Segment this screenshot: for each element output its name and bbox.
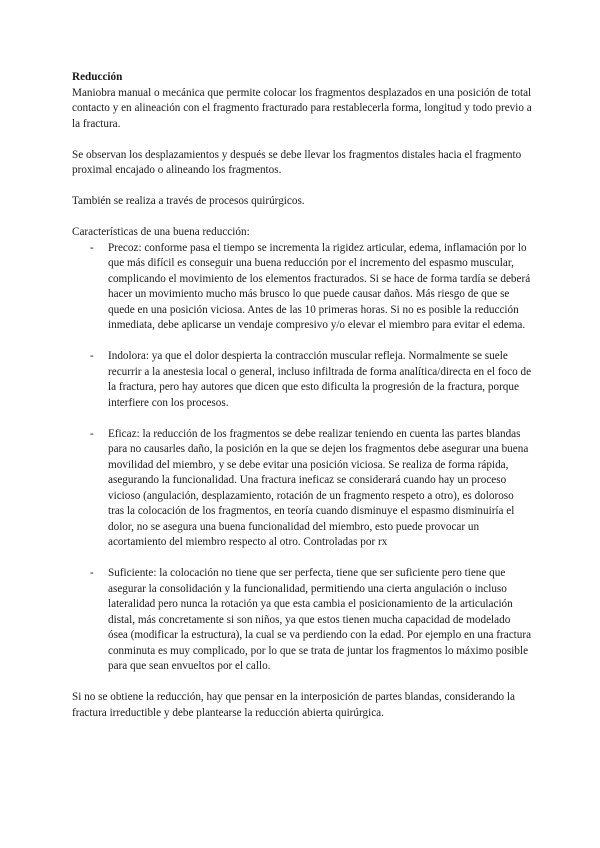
intro-paragraph: Maniobra manual o mecánica que permite colocar los fragmentos desplazados en una posición de total contacto y en alineación con el fragmento fracturado para restablecerla forma, longitud y todo previo a la fractura. xyxy=(72,86,532,130)
surgical-paragraph: También se realiza a través de procesos quirúrgicos. xyxy=(72,195,305,207)
list-item-text: Eficaz: la reducción de los fragmentos se debe realizar teniendo en cuenta las partes blandas para no causarles daño, la posición en la que se dejen los fragmentos debe asegurar una buena movilidad del miembro, y se debe evitar una posición viciosa. Se realiza de forma rápida, asegurando la funcionalidad. Una fractura ineficaz se considerará cuando hay un proceso vicioso (angulación, desplazamiento, rotación de un fragmento respeto a otro), es doloroso tras la colocación de los fragmentos, en teoría cuando disminuye el espasmo disminuiría el dolor, no se asegura una buena funcionalidad del miembro, esto puede provocar un acortamiento del miembro respecto al otro. Controladas por rx xyxy=(108,427,529,548)
section-title: Reducción xyxy=(72,71,123,83)
displacement-paragraph: Se observan los desplazamientos y después se debe llevar los fragmentos distales hacia el fragmento proximal encajado o alineando los fragmentos. xyxy=(72,148,522,176)
bullet-dash: - xyxy=(90,427,94,440)
list-item-text: Precoz: conforme pasa el tiempo se incrementa la rigidez articular, edema, inflamación por lo que más difícil es conseguir una buena reducción por el incremento del espasmo muscular, complicando el movimiento de los elementos fracturados. Si se hace de forma tardía se deberá hacer un movimiento mucho más brusco lo que puede causar daños. Más riesgo de que se quede en una posición viciosa. Antes de las 10 primeras horas. Si no es posible la reducción inmediata, debe aplicarse un vendaje compresivo y/o elevar el miembro para evitar el edema. xyxy=(108,241,531,331)
list-heading: Características de una buena reducción: xyxy=(72,226,250,238)
spacer xyxy=(72,132,532,148)
list-item-text: Indolora: ya que el dolor despierta la contracción muscular refleja. Normalmente se suele recurrir a la anestesia local o general, incluso infiltrada de forma analítica/directa en el foco de la fractura, pero hay autores que dicen que esto dificulta la progresión de la fractura, porque interfiere con los procesos. xyxy=(108,350,532,409)
list-spacer xyxy=(72,411,532,427)
bullet-dash: - xyxy=(90,350,94,362)
list-item-eficaz xyxy=(72,427,532,551)
list-spacer xyxy=(72,334,532,350)
closing-paragraph: Si no se obtiene la reducción, hay que pensar en la interposición de partes blandas, considerando la fractura irreductible y debe plantearse la reducción abierta quirúrgica. xyxy=(72,691,516,719)
list-item-text: Suficiente: la colocación no tiene que ser perfecta, tiene que ser suficiente pero tiene que asegurar la consolidación y la funcionalidad, permitiendo una cierta angulación o incluso lateralidad pero nunca la rotación ya que esta cambia el posicionamiento de la articulación distal, más concretamente si son niños, ya que estos tienen mucha capacidad de modelado ósea (modificar la estructura), la cual se va perdiendo con la edad. Por ejemplo en una fractura conminuta es muy complicado, por lo que se trata de juntar los fragmentos lo máximo posible para que sean envueltos por el callo. xyxy=(108,567,532,672)
list-item-suficiente xyxy=(72,566,532,675)
list-item-precoz xyxy=(72,241,532,334)
characteristics-list xyxy=(72,241,532,675)
bullet-dash: - xyxy=(90,567,94,579)
spacer xyxy=(72,675,532,691)
list-item-indolora xyxy=(72,349,532,411)
document-page xyxy=(72,70,532,721)
spacer xyxy=(72,179,532,195)
spacer xyxy=(72,210,532,226)
bullet-dash: - xyxy=(90,241,94,254)
list-spacer xyxy=(72,551,532,567)
